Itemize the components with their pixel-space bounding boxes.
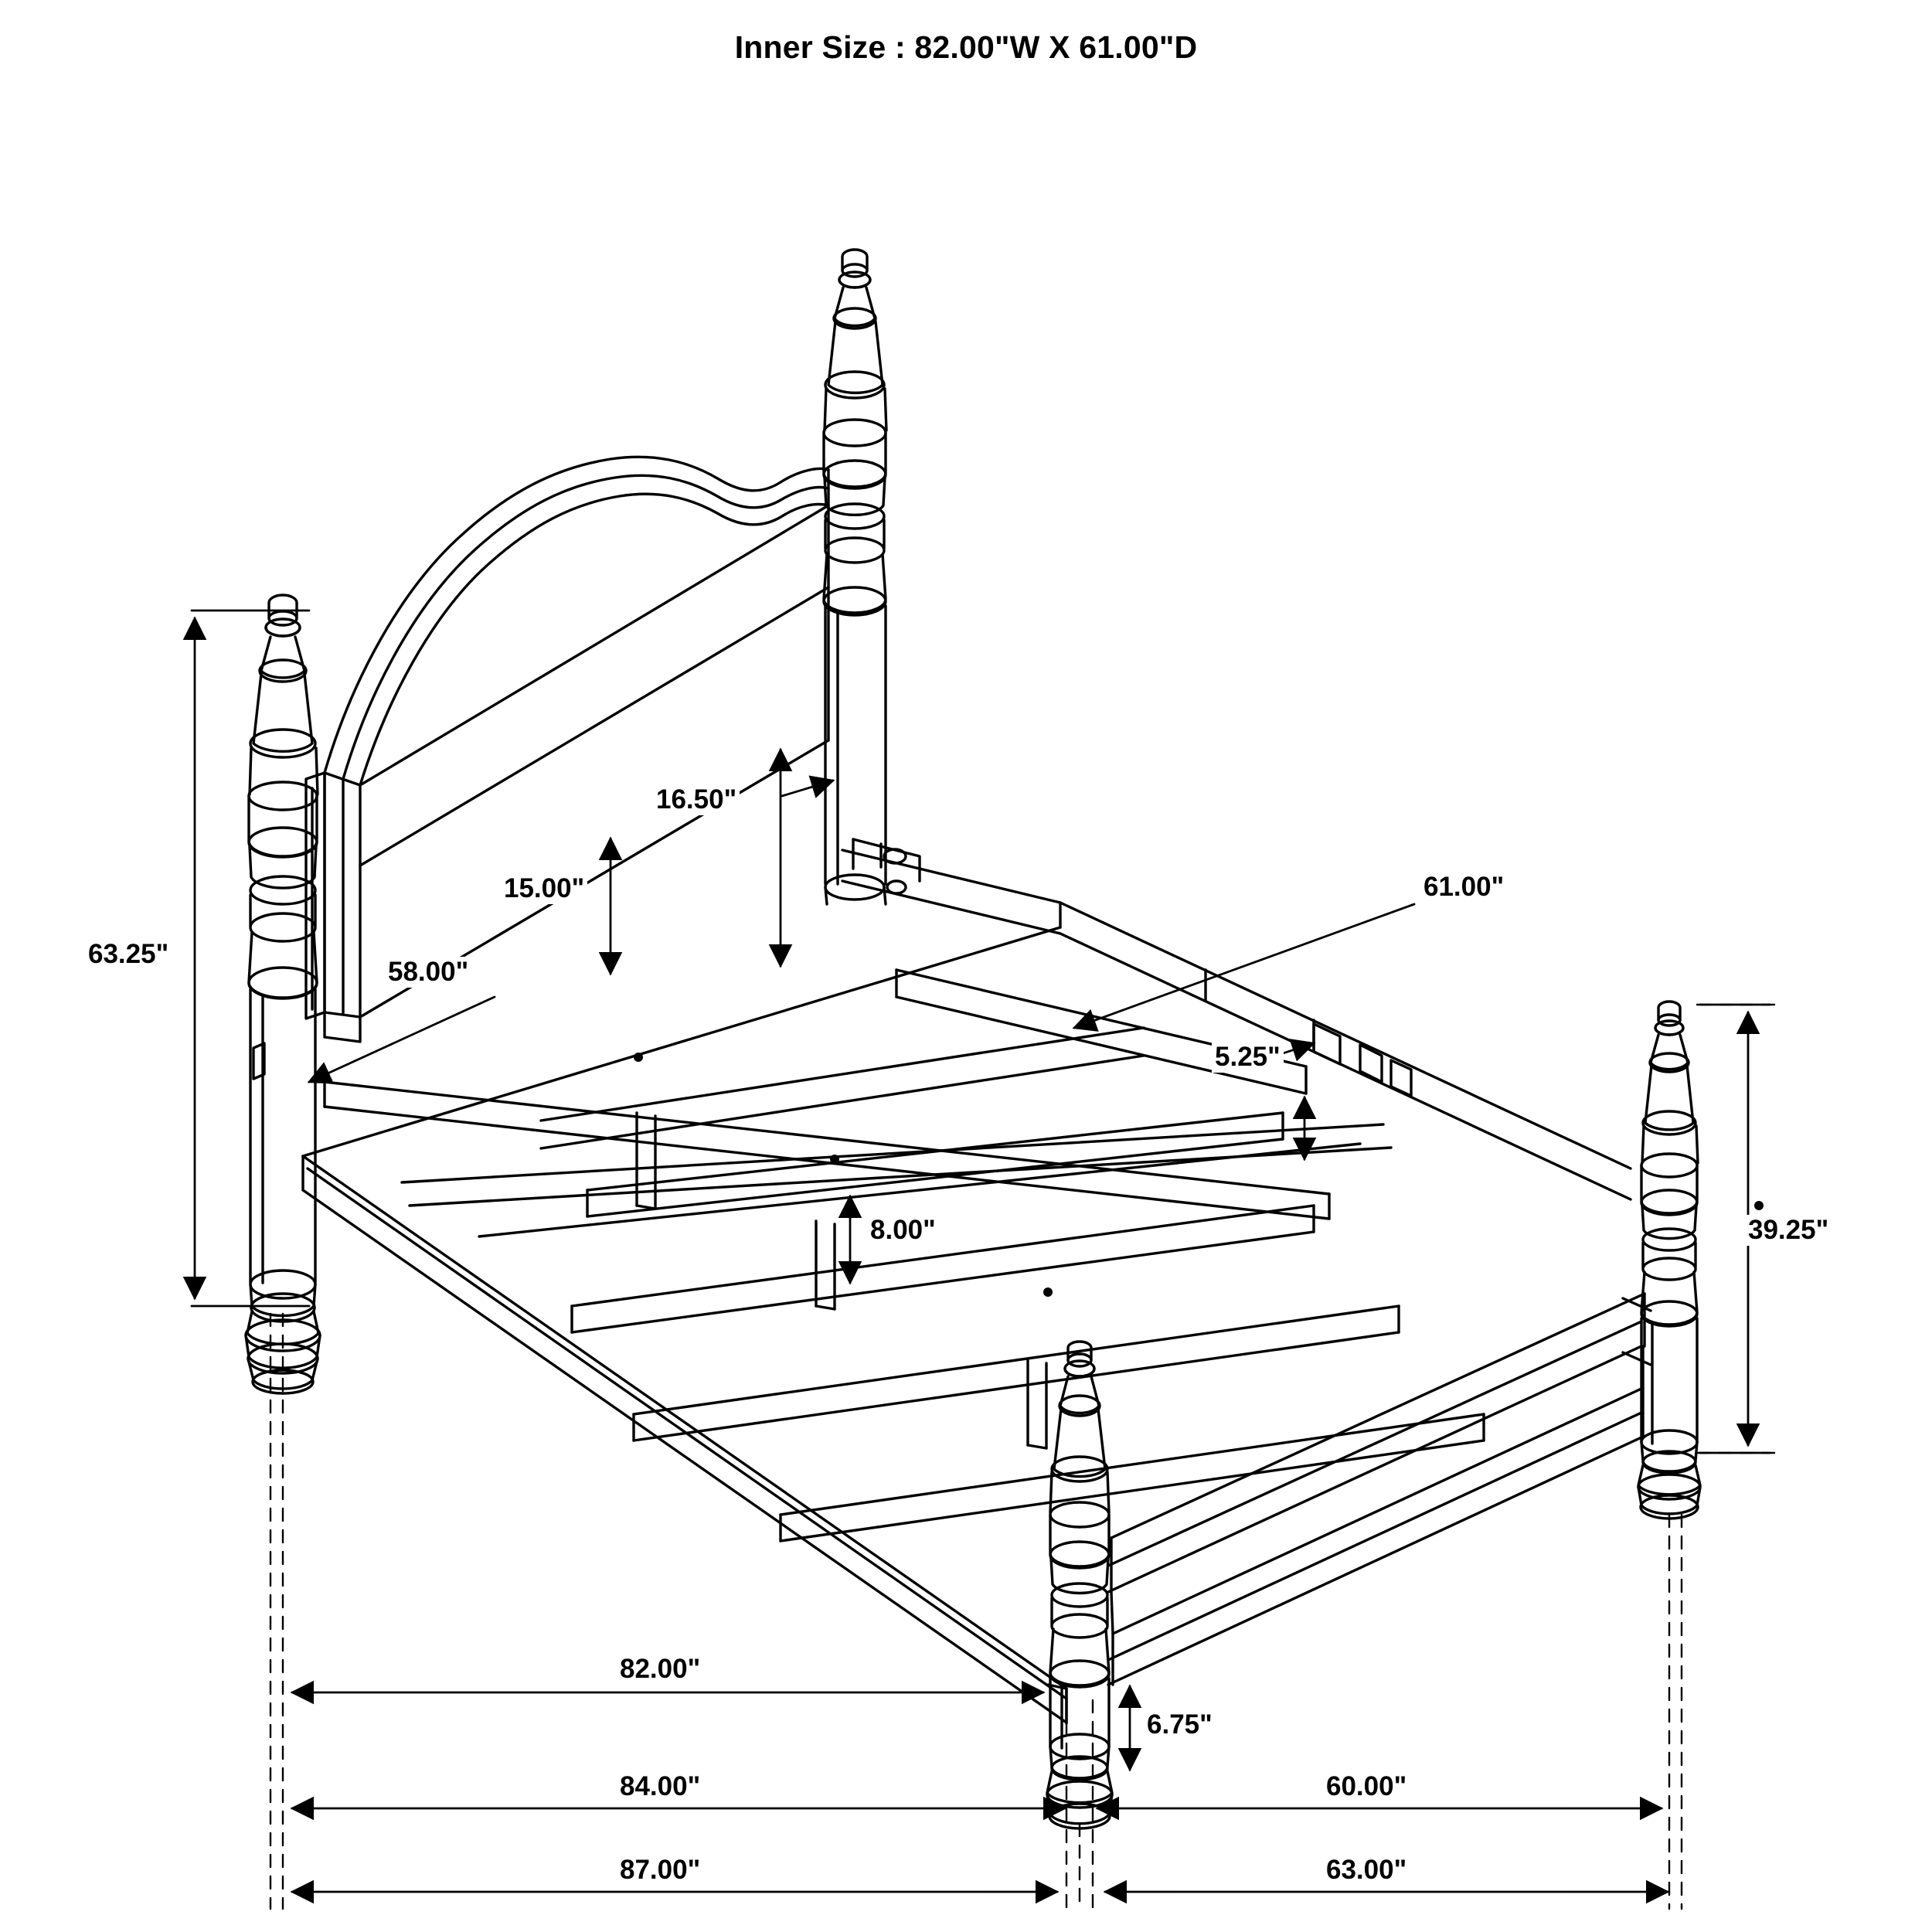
foot-front-post — [1047, 1342, 1112, 1828]
dimension-label-overall-length-mid: 84.00" — [617, 1771, 703, 1802]
head-right-post — [824, 250, 886, 904]
foot-right-post — [1638, 1002, 1700, 1519]
footboard-panel — [1108, 1294, 1651, 1685]
dimension-label-footboard-post-height: 39.25" — [1745, 1215, 1832, 1246]
dimension-label-overall-depth-outer: 63.00" — [1323, 1855, 1410, 1886]
dimension-label-headboard-panel-height: 15.00" — [501, 873, 587, 904]
dimension-label-overall-inner-width: 82.00" — [617, 1654, 703, 1685]
bed-head-rail — [842, 839, 1060, 934]
dimension-label-slat-leg-height: 8.00" — [867, 1215, 939, 1246]
page-title: Inner Size : 82.00"W X 61.00"D — [734, 29, 1198, 65]
dimension-label-headboard-post-height: 63.25" — [85, 939, 172, 970]
headboard-arch — [306, 457, 828, 1042]
dimension-label-inner-depth: 61.00" — [1420, 872, 1507, 903]
extension-lines — [270, 1005, 1777, 1909]
dimension-label-headboard-panel-top-gap: 16.50" — [653, 784, 740, 815]
dimension-label-overall-depth-mid: 60.00" — [1323, 1771, 1410, 1802]
bed-side-rail-left — [303, 903, 1066, 1723]
head-left-post — [246, 595, 320, 1393]
dimension-label-headboard-panel-width: 58.00" — [385, 957, 471, 988]
dimension-label-foot-post-base-height: 6.75" — [1144, 1709, 1216, 1740]
dimension-label-overall-length-outer: 87.00" — [617, 1855, 703, 1886]
dimension-label-rail-height-to-slat: 5.25" — [1212, 1042, 1284, 1073]
